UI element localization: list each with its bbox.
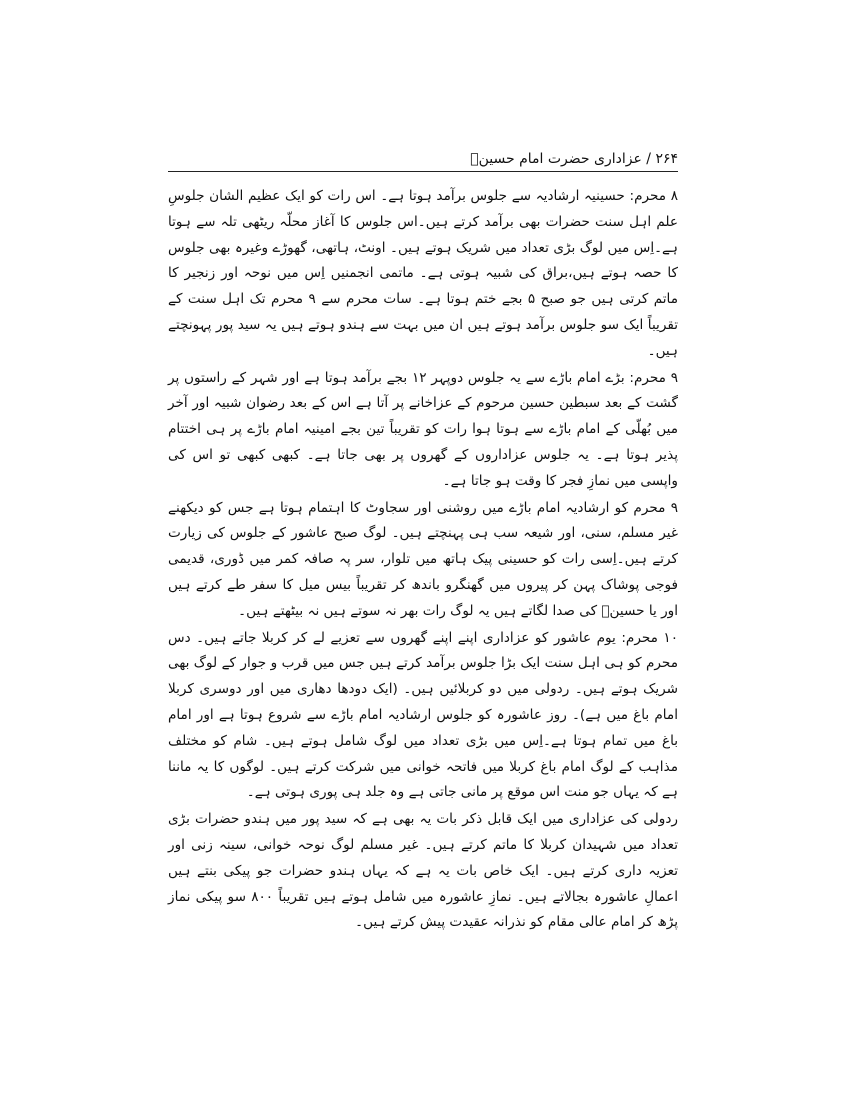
paragraph-muharram-8: ۸ محرم: حسینیہ ارشادیہ سے جلوس برآمد ہوتا ہے۔ اس رات کو ایک عظیم الشان جلوسِ علم اہل سنت حضرات بھی برآمد کرتے ہیں۔اس جلوس کا آغاز محلّہ ریٹھی تلہ سے ہوتا ہے۔اِس میں لوگ بڑی تعداد میں شریک ہوتے ہیں۔ اونٹ، ہاتھی، گھوڑے وغیرہ بھی جلوس کا حصہ ہوتے ہیں،براق کی شبیہ ہوتی ہے۔ ماتمی انجمنیں اِس میں نوحہ اور زنجیر کا ماتم کرتی ہیں جو صبح ۵ بجے ختم ہوتا ہے۔ سات محرم سے ۹ محرم تک اہل سنت کے تقریباً ایک سو جلوس برآمد ہوتے ہیں ان میں بہت سے ہندو ہوتے ہیں یہ سید پور پہونچتے ہیں۔: [168, 188, 678, 359]
header-separator: /: [646, 151, 651, 167]
running-title: عزاداری حضرت امام حسینؑ: [470, 151, 642, 167]
paragraph-muharram-9-procession: ۹ محرم: بڑے امام باڑے سے یہ جلوس دوپہر ۱۲ بجے برآمد ہوتا ہے اور شہر کے راستوں پر گشت کے بعد سبطین حسین مرحوم کے عزاخانے پر آتا ہے اس کے بعد رضوان شبیہ اور آخر میں بُھلّی کے امام باڑے سے ہوتا ہوا رات کو تقریباً تین بجے امینیہ امام باڑے پر ہی اختتام پذیر ہوتا ہے۔ یہ جلوس عزاداروں کے گھروں پر بھی جاتا ہے۔ کبھی کبھی تو اس کی واپسی میں نمازِ فجر کا وقت ہو جاتا ہے۔: [168, 369, 678, 489]
paragraph-muharram-10: ۱۰ محرم: یوم عاشور کو عزاداری اپنے اپنے گھروں سے تعزیے لے کر کربلا جاتے ہیں۔ دس محرم کو ہی اہل سنت ایک بڑا جلوس برآمد کرتے ہیں جس میں قرب و جوار کے لوگ بھی شریک ہوتے ہیں۔ ردولی میں دو کربلائیں ہیں۔ (ایک دودھا دھاری میں اور دوسری کربلا امام باغ میں ہے)۔ روز عاشورہ کو جلوس ارشادیہ امام باڑے سے شروع ہوتا ہے اور امام باغ میں تمام ہوتا ہے۔اِس میں بڑی تعداد میں لوگ شامل ہوتے ہیں۔ شام کو مختلف مذاہب کے لوگ امام باغ کربلا میں فاتحہ خوانی میں شرکت کرتے ہیں۔ لوگوں کا یہ ماننا ہے کہ یہاں جو منت اس موقع پر مانی جاتی ہے وہ جلد ہی پوری ہوتی ہے۔: [168, 629, 678, 801]
paragraph-rudauli-azadari: ردولی کی عزاداری میں ایک قابل ذکر بات یہ بھی ہے کہ سید پور میں ہندو حضرات بڑی تعداد میں شہیدان کربلا کا ماتم کرتے ہیں۔ غیر مسلم لوگ نوحہ خوانی، سینہ زنی اور تعزیہ داری کرتے ہیں۔ ایک خاص بات یہ ہے کہ یہاں ہندو حضرات جو پیکی بنتے ہیں اعمالِ عاشورہ بجالاتے ہیں۔ نمازِ عاشورہ میں شامل ہوتے ہیں تقریباً ۸۰۰ سو پیکی نماز پڑھ کر امام عالی مقام کو نذرانہ عقیدت پیش کرتے ہیں۔: [168, 811, 678, 931]
paragraph-muharram-9-night: ۹ محرم کو ارشادیہ امام باڑے میں روشنی اور سجاوٹ کا اہتمام ہوتا ہے جس کو دیکھنے غیر مسلم، سنی، اور شیعہ سب ہی پہنچتے ہیں۔ لوگ صبح عاشور کے جلوس کی زیارت کرتے ہیں۔اِسی رات کو حسینی پیک ہاتھ میں تلوار، سر پہ صافہ کمر میں ڈوری، قدیمی فوجی پوشاک پہن کر پیروں میں گھنگرو باندھ کر تقریباً بیس میل کا سفر طے کرتے ہیں اور یا حسینؑ کی صدا لگاتے ہیں یہ لوگ رات بھر نہ سوتے ہیں نہ بیٹھتے ہیں۔: [168, 499, 678, 619]
header-rule: [168, 171, 678, 172]
page-header: [168, 148, 678, 172]
page-number: ۲۶۴: [655, 151, 678, 167]
page-body: [168, 184, 678, 936]
